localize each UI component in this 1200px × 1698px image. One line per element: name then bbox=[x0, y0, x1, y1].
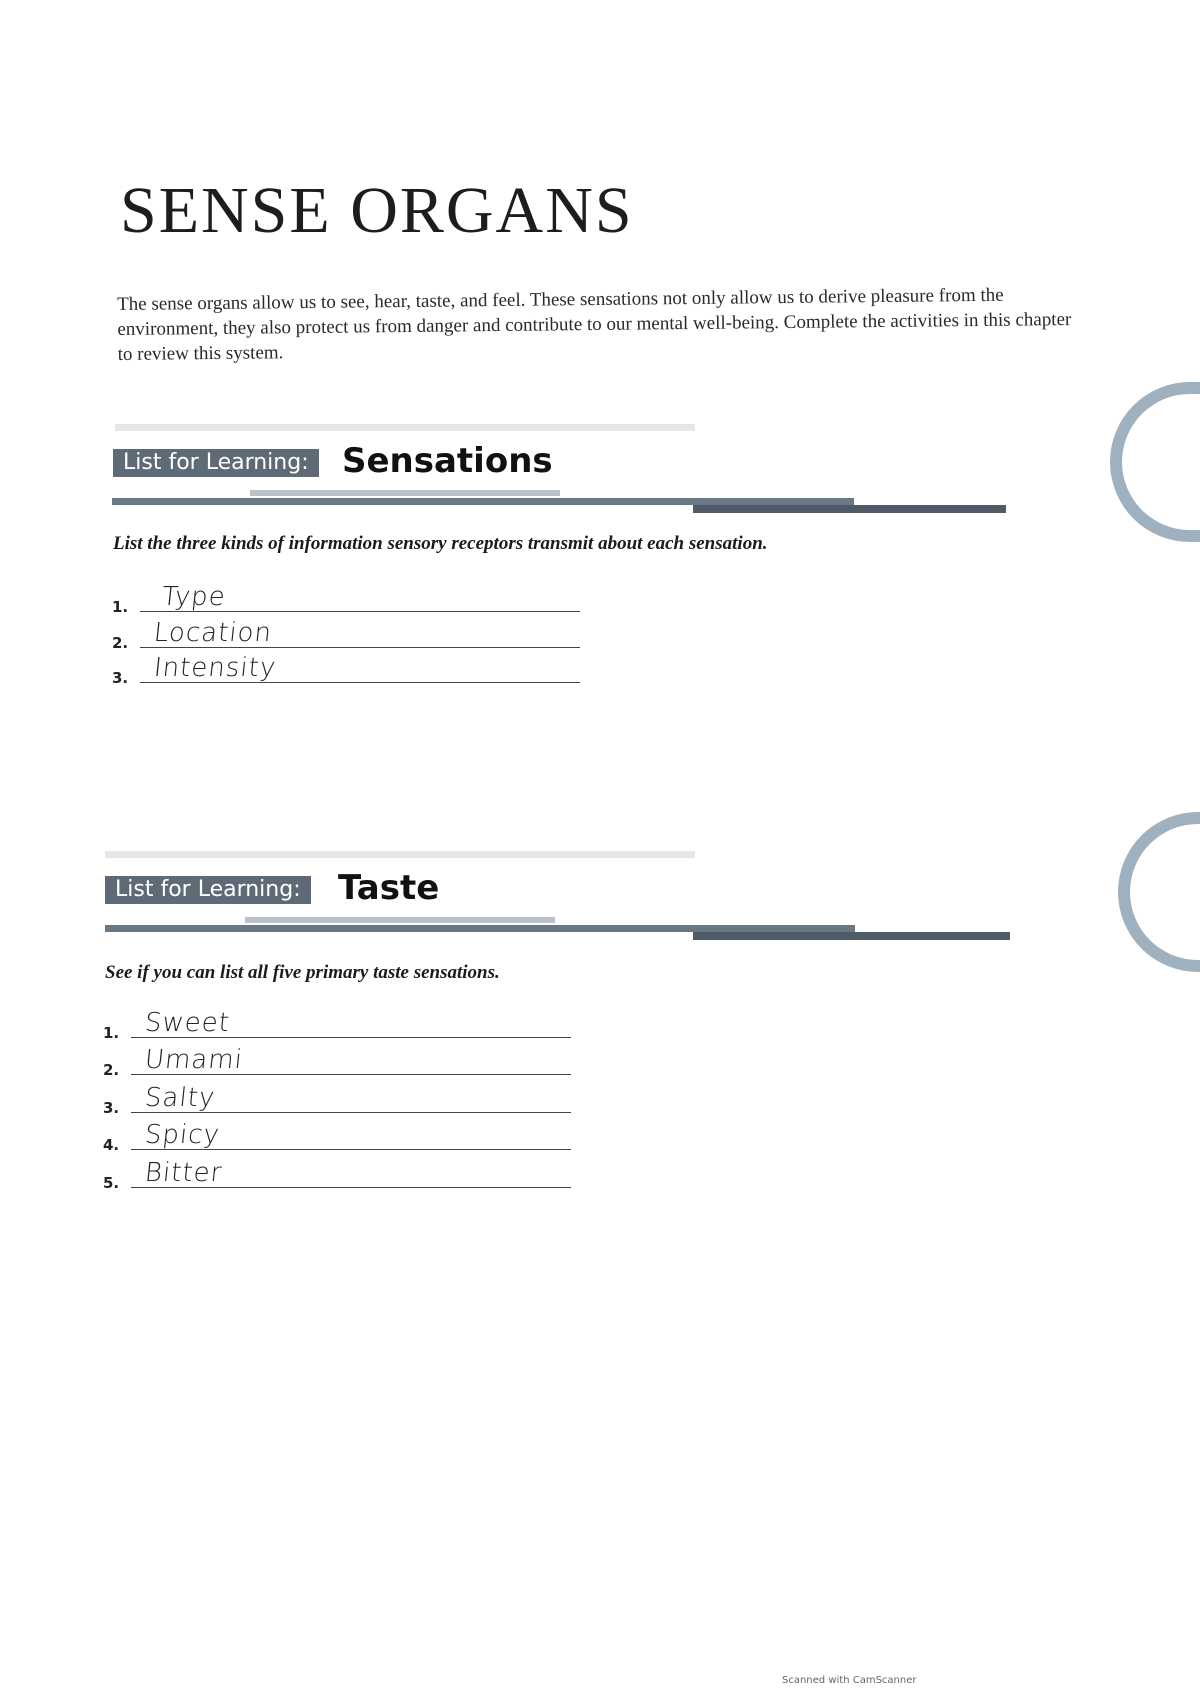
list-for-learning-tag: List for Learning: bbox=[105, 876, 311, 904]
answer-row[interactable] bbox=[112, 653, 592, 689]
answer-row[interactable] bbox=[103, 1008, 583, 1044]
section-divider bbox=[105, 925, 855, 932]
section-divider bbox=[112, 498, 854, 505]
list-for-learning-tag: List for Learning: bbox=[113, 449, 319, 477]
scanner-watermark: Scanned with CamScanner bbox=[782, 1675, 917, 1686]
answer-row[interactable] bbox=[103, 1045, 583, 1081]
section-heading: Sensations bbox=[342, 441, 553, 481]
instruction-text: See if you can list all five primary taste sensations. bbox=[105, 962, 500, 983]
handwritten-answer: Spicy bbox=[143, 1120, 222, 1150]
intro-paragraph: The sense organs allow us to see, hear, taste, and feel. These sensations not only allow us to derive pleasure from the environment, they also protect us from danger and contribute to our mental well-being. Complete the activities in this chapter to review this system. bbox=[117, 284, 1072, 365]
handwritten-answer: Sweet bbox=[143, 1008, 232, 1038]
section-divider bbox=[693, 932, 1010, 940]
answer-row[interactable] bbox=[112, 582, 592, 618]
section-divider bbox=[105, 851, 695, 858]
handwritten-answer: Salty bbox=[143, 1083, 217, 1113]
item-number: 5. bbox=[103, 1174, 120, 1192]
item-number: 3. bbox=[103, 1099, 120, 1117]
section-heading: Taste bbox=[338, 868, 440, 908]
item-number: 2. bbox=[103, 1061, 120, 1079]
answer-row[interactable] bbox=[103, 1120, 583, 1156]
page-title: SENSE ORGANS bbox=[120, 174, 634, 247]
item-number: 2. bbox=[112, 634, 129, 652]
section-sensations bbox=[0, 420, 1200, 540]
handwritten-answer: Umami bbox=[143, 1045, 245, 1075]
instruction-text: List the three kinds of information sensory receptors transmit about each sensation. bbox=[113, 533, 768, 554]
answer-row[interactable] bbox=[112, 618, 592, 654]
item-number: 1. bbox=[103, 1024, 120, 1042]
section-divider bbox=[693, 505, 1006, 513]
handwritten-answer: Intensity bbox=[152, 653, 278, 683]
section-divider bbox=[115, 424, 695, 431]
item-number: 4. bbox=[103, 1136, 120, 1154]
handwritten-answer: Type bbox=[160, 582, 228, 612]
section-divider bbox=[245, 917, 555, 923]
item-number: 3. bbox=[112, 669, 129, 687]
item-number: 1. bbox=[112, 598, 129, 616]
section-taste bbox=[0, 847, 1200, 967]
answer-row[interactable] bbox=[103, 1158, 583, 1194]
answer-row[interactable] bbox=[103, 1083, 583, 1119]
handwritten-answer: Bitter bbox=[143, 1158, 224, 1188]
section-divider bbox=[250, 490, 560, 496]
handwritten-answer: Location bbox=[152, 618, 274, 648]
